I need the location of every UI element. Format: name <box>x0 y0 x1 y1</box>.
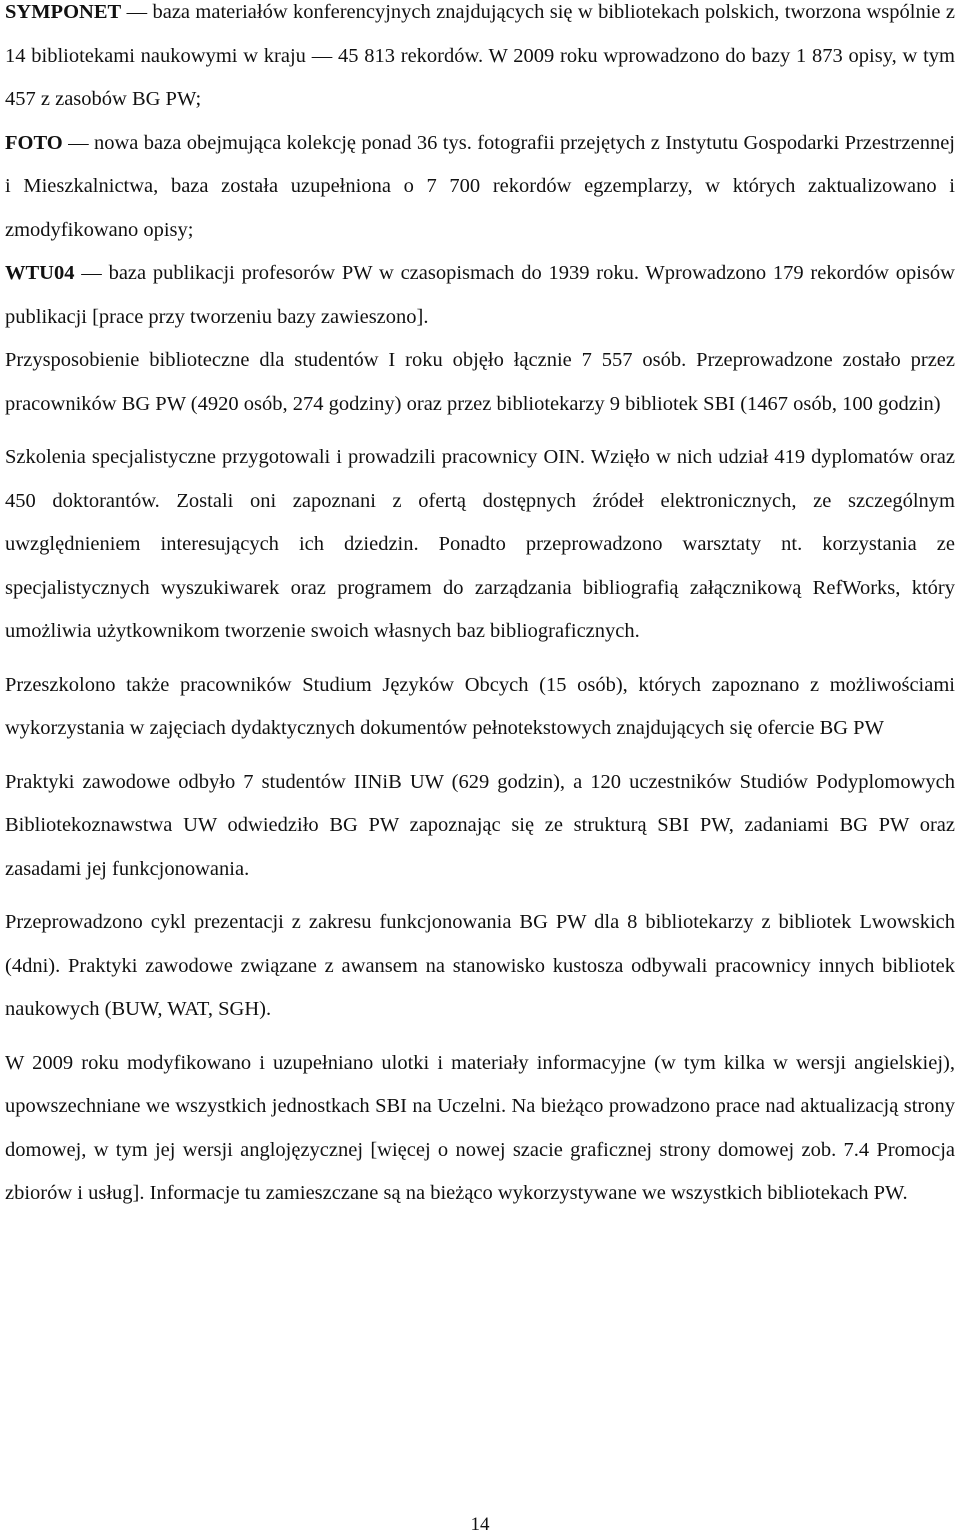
text-foto: — nowa baza obejmująca kolekcję ponad 36 tys. fotografii przejętych z Instytutu Gospodarki Przestrzennej i Mieszkalnictwa, baza została uzupełniona o 7 700 rekordów egzemplarzy, w których zaktualizowano i zmodyfikowano opisy; <box>5 131 955 241</box>
paragraph-wtu04 <box>5 252 955 339</box>
paragraph-przeszkolono: Przeszkolono także pracowników Studium Języków Obcych (15 osób), których zapoznano z możliwościami wykorzystania w zajęciach dydaktycznych dokumentów pełnotekstowych znajdujących się ofercie BG PW <box>5 673 955 739</box>
paragraph-symponet <box>5 0 955 122</box>
term-symponet: SYMPONET <box>5 1 122 23</box>
paragraph-szkolenia: Szkolenia specjalistyczne przygotowali i prowadzili pracownicy OIN. Wzięło w nich udział 419 dyplomatów oraz 450 doktorantów. Zostali oni zapoznani z ofertą dostępnych źródeł elektronicznych, ze szczególnym uwzględnieniem interesujących ich dziedzin. Ponadto przeprowadzono warsztaty nt. korzystania ze specjalistycznych wyszukiwarek oraz programem do zarządzania bibliografią załącznikową RefWorks, który umożliwia użytkownikom tworzenie swoich własnych baz bibliograficznych. <box>5 446 955 642</box>
text-symponet: — baza materiałów konferencyjnych znajdujących się w bibliotekach polskich, tworzona wspólnie z 14 bibliotekami naukowymi w kraju — 45 813 rekordów. W 2009 roku wprowadzono do bazy 1 873 opisy, w tym 457 z zasobów BG PW; <box>5 1 955 110</box>
term-wtu04: WTU04 <box>5 262 75 284</box>
document-page <box>5 0 955 1216</box>
page-number: 14 <box>470 1514 490 1535</box>
text-wtu04: — baza publikacji profesorów PW w czasopismach do 1939 roku. Wprowadzono 179 rekordów opisów publikacji [prace przy tworzeniu bazy zawieszono]. <box>5 262 955 328</box>
paragraph-prezentacje: Przeprowadzono cykl prezentacji z zakresu funkcjonowania BG PW dla 8 bibliotekarzy z bibliotek Lwowskich (4dni). Praktyki zawodowe związane z awansem na stanowisko kustosza odbywali pracownicy innych bibliotek naukowych (BUW, WAT, SGH). <box>5 911 955 1020</box>
paragraph-praktyki: Praktyki zawodowe odbyło 7 studentów IINiB UW (629 godzin), a 120 uczestników Studiów Podyplomowych Bibliotekoznawstwa UW odwiedziło BG PW zapoznając się ze strukturą SBI PW, zadaniami BG PW oraz zasadami jej funkcjonowania. <box>5 770 955 880</box>
paragraph-foto <box>5 122 955 253</box>
term-foto: FOTO <box>5 131 63 154</box>
paragraph-przysposobienie: Przysposobienie biblioteczne dla studentów I roku objęło łącznie 7 557 osób. Przeprowadzone zostało przez pracowników BG PW (4920 osób, 274 godziny) oraz przez bibliotekarzy 9 bibliotek SBI (1467 osób, 100 godzin) <box>5 349 955 415</box>
paragraph-ulotki: W 2009 roku modyfikowano i uzupełniano ulotki i materiały informacyjne (w tym kilka w wersji angielskiej), upowszechniane we wszystkich jednostkach SBI na Uczelni. Na bieżąco prowadzono prace nad aktualizacją strony domowej, w tym jej wersji anglojęzycznej [więcej o nowej szacie graficznej strony domowej zob. 7.4 Promocja zbiorów i usług]. Informacje tu zamieszczane są na bieżąco wykorzystywane we wszystkich bibliotekach PW. <box>5 1051 955 1204</box>
